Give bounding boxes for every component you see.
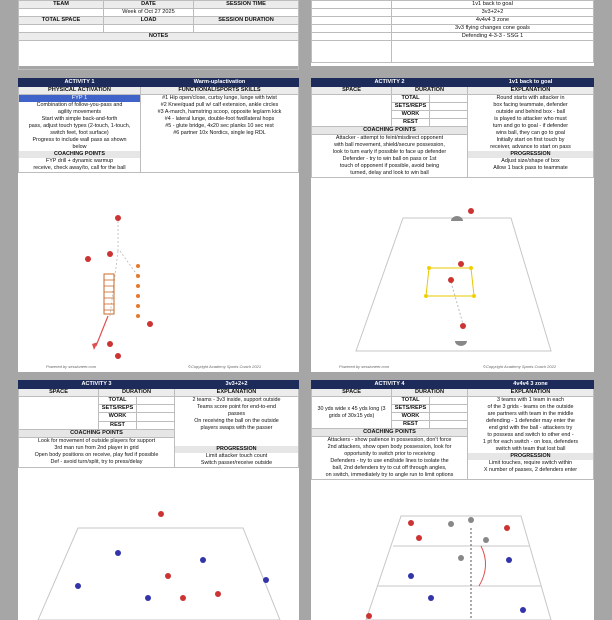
player-icons — [85, 215, 153, 359]
physical-line: Start with simple back-and-forth — [41, 116, 118, 122]
progression-line: Limit attacker touch count — [205, 453, 268, 459]
work-label: WORK — [392, 111, 430, 119]
progression-header: PROGRESSION — [468, 151, 593, 158]
team-header: TEAM — [19, 1, 104, 9]
skill-line: #3 A-march, hamstring scoop, opposite leg/arm kick — [157, 109, 282, 115]
load-value[interactable] — [104, 25, 194, 33]
total-label: TOTAL — [99, 397, 137, 405]
coaching-line: 2nd attackers, show open body possession, look for — [327, 444, 452, 450]
session-info-panel — [18, 0, 299, 66]
explanation-line: defending - 1 defender may enter the — [486, 418, 575, 424]
coaching-line: receive, check away/to, call for the ball — [33, 165, 126, 171]
activity-3-name: 3v3+2+2 — [175, 381, 299, 389]
space-line: 30 yds wide x 45 yds long (3 — [317, 405, 386, 412]
load-header: LOAD — [104, 17, 194, 25]
date-value[interactable]: Week of Oct 27 2025 — [104, 9, 194, 17]
activity-1-panel — [18, 78, 299, 372]
progression-line: Limit touches, require switch within — [488, 460, 573, 466]
progression-line: Adjust size/shape of box — [501, 158, 560, 164]
explanation-line: to possess and switch to other end - — [487, 432, 574, 438]
rest-label: REST — [392, 119, 430, 127]
activity-1-diagram — [18, 196, 299, 372]
session-activities-list — [311, 0, 594, 66]
activity-1-name: Warm-up/activation — [141, 79, 299, 87]
explanation-line: turn and go to goal - if defender — [492, 123, 569, 129]
functional-skills-header: FUNCTIONAL/SPORTS SKILLS — [141, 87, 299, 95]
work-label: WORK — [99, 413, 137, 421]
space-header: SPACE — [312, 87, 392, 95]
explanation-line: are partners with team in the middle — [487, 411, 574, 417]
rest-value[interactable] — [430, 119, 468, 127]
coaching-line: ball, 2nd defenders try to cut off through angles, — [332, 465, 447, 471]
copyright-credit: ©Copyright Academy Sports Coach 2022 — [483, 364, 557, 369]
space-header: SPACE — [312, 389, 392, 397]
progression-line: Switch passer/receive outside — [200, 460, 273, 466]
powered-by-credit: Powered by sessioneer.com — [46, 364, 97, 369]
explanation-line: On receiving the ball on the outside — [194, 418, 279, 424]
duration-header: DURATION — [392, 87, 468, 95]
powered-by-credit: Powered by sessioneer.com — [339, 364, 390, 369]
skill-line: #1 Hip open/close, curtsy lunge, lunge with twist — [162, 95, 277, 101]
explanation-header: EXPLANATION — [468, 87, 594, 95]
coaching-points-header: COACHING POINTS — [19, 429, 175, 437]
activity-list-item: 1v1 back to goal — [392, 1, 594, 9]
sets-reps-value[interactable] — [430, 405, 468, 413]
skill-line: #5 - glute bridge, 4x20 sec planks 10 sec rest — [165, 123, 274, 129]
sets-reps-label: SETS/REPS — [392, 405, 430, 413]
total-value[interactable] — [137, 397, 175, 405]
copyright-credit: ©Copyright Academy Sports Coach 2021 — [188, 364, 262, 369]
explanation-line: passes — [227, 411, 246, 417]
activity-list-item: Defending 4-3-3 - SSG 1 — [392, 33, 594, 41]
session-duration-value[interactable] — [194, 25, 299, 33]
activity-3-title: ACTIVITY 3 — [19, 381, 175, 389]
explanation-line: 1 pt for each switch - on loss, defenders — [482, 439, 579, 445]
progression-header: PROGRESSION — [175, 446, 298, 453]
duration-header: DURATION — [99, 389, 175, 397]
rest-label: REST — [99, 421, 137, 429]
physical-activation-header: PHYSICAL ACTIVATION — [19, 87, 141, 95]
activity-1-title: ACTIVITY 1 — [19, 79, 141, 87]
sets-reps-label: SETS/REPS — [99, 405, 137, 413]
rest-value[interactable] — [137, 421, 175, 429]
explanation-line: switch with team that lost ball — [495, 446, 566, 452]
coaching-points-header: COACHING POINTS — [312, 127, 468, 135]
coaching-line: Defender - try to win ball on pass or 1st — [342, 156, 437, 162]
coaching-line: Attacker - attempt to feint/misdirect opponent — [335, 135, 444, 141]
total-space-value[interactable] — [19, 25, 104, 33]
team-value[interactable] — [19, 9, 104, 17]
total-space-header: TOTAL SPACE — [19, 17, 104, 25]
duration-header: DURATION — [392, 389, 468, 397]
coaching-line: with ball movement, shield/secure possession, — [334, 142, 445, 148]
coaching-line: Def - avoid turn/split, try to press/delay — [50, 459, 143, 466]
skill-line: #2 Knee/quad pull w/ calf extension, ankle circles — [160, 102, 279, 108]
physical-line: pass, adjust touch types (2-touch, 1-touch, — [28, 123, 131, 129]
space-value[interactable] — [19, 397, 99, 430]
coaching-line: look to turn early if possible to face up defender — [332, 149, 447, 155]
work-value[interactable] — [137, 413, 175, 421]
coaching-line: on switch, immediately try to angle run to limit options — [325, 472, 454, 478]
explanation-header: EXPLANATION — [175, 389, 299, 397]
activity-3-panel — [18, 380, 299, 620]
activity-3-diagram — [18, 498, 299, 620]
total-value[interactable] — [430, 95, 468, 103]
explanation-line: Round starts with attacker in — [496, 95, 565, 101]
explanation-line: is played to attacker who must — [494, 116, 567, 122]
player-icons — [75, 511, 269, 601]
coaching-line: Defenders - try to use end/side lines to isolate the — [330, 458, 449, 464]
skill-line: #4 - lateral lunge, double-foot fwd/lateral hops — [164, 116, 275, 122]
explanation-line: 2 teams - 3v3 inside, support outside — [192, 397, 281, 403]
physical-line: below — [72, 144, 87, 150]
activity-list-item: 3v3+2+2 — [392, 9, 594, 17]
space-header: SPACE — [19, 389, 99, 397]
explanation-line: of the 3 grids - teams on the outside — [487, 404, 574, 410]
player-icons — [366, 517, 526, 619]
coaching-line: Attackers - show patience in possession, don't force — [327, 437, 452, 443]
explanation-line: wins ball, they can go to goal — [495, 130, 566, 136]
coaching-line: turned, delay and look to win ball — [350, 170, 429, 176]
activity-list-item: 4v4v4 3 zone — [392, 17, 594, 25]
explanation-line: end grid with the ball - attackers try — [488, 425, 573, 431]
goal-icon — [451, 216, 463, 221]
goal-icon — [455, 341, 467, 346]
sets-reps-label: SETS/REPS — [392, 103, 430, 111]
activity-4-diagram — [311, 498, 594, 620]
activity-2-title: ACTIVITY 2 — [312, 79, 468, 87]
explanation-line: Initially start on first touch by — [496, 137, 565, 143]
activity-2-panel — [311, 78, 594, 372]
physical-line: switch feet, foot surface) — [50, 130, 109, 136]
total-label: TOTAL — [392, 397, 430, 405]
physical-line: Progress to include wall pass as shown — [32, 137, 127, 143]
progression-header: PROGRESSION — [468, 453, 593, 460]
skill-line: #6 partner 10x Nordics, single leg RDL — [173, 130, 266, 136]
rest-value[interactable] — [430, 421, 468, 429]
coaching-line: Open body positions on receive, play fwd if possible — [34, 452, 159, 459]
space-value[interactable] — [312, 95, 392, 127]
ladder-icon — [104, 274, 114, 314]
work-value[interactable] — [430, 413, 468, 421]
explanation-line: outside and behind box - ball — [496, 109, 565, 115]
explanation-line: box facing teammate, defender — [493, 102, 568, 108]
fyp-selector[interactable]: FYP 1 — [19, 95, 140, 102]
explanation-line: 3 teams with 1 team in each — [496, 397, 565, 403]
coaching-line: FYP drill + dynamic warmup — [45, 158, 114, 164]
explanation-line: Teams score point for end-to-end — [196, 404, 277, 410]
physical-line: Combination of follow-you-pass and — [36, 102, 123, 108]
activity-4-name: 4v4v4 3 zone — [468, 381, 594, 389]
activity-2-name: 1v1 back to goal — [468, 79, 594, 87]
date-header: DATE — [104, 1, 194, 9]
coaching-line: touch of opponent if possible, avoid being — [339, 163, 440, 169]
activity-4-title: ACTIVITY 4 — [312, 381, 468, 389]
notes-field[interactable] — [19, 41, 299, 70]
total-value[interactable] — [430, 397, 468, 405]
coaching-points-header: COACHING POINTS — [312, 429, 468, 437]
space-line: grids of 30x15 yds) — [328, 412, 375, 419]
explanation-line: players swaps with the passer — [200, 425, 273, 431]
progression-line: X number of passes, 2 defenders enter — [483, 467, 578, 473]
coaching-line: opportunity to switch prior to receiving — [344, 451, 435, 457]
space-value[interactable] — [312, 397, 392, 429]
session-time-header: SESSION TIME — [194, 1, 299, 9]
rest-label: REST — [392, 421, 430, 429]
total-label: TOTAL — [392, 95, 430, 103]
cone-markers — [136, 264, 140, 318]
explanation-header: EXPLANATION — [468, 389, 594, 397]
notes-header: NOTES — [19, 33, 299, 41]
work-label: WORK — [392, 413, 430, 421]
sets-reps-value[interactable] — [430, 103, 468, 111]
activity-list-item: 3v3 flying changes cone goals — [392, 25, 594, 33]
explanation-line: receiver, advance to start on pass — [490, 144, 571, 150]
coaching-line: 3rd man run from 2nd player in grid — [54, 445, 139, 452]
coaching-points-header: COACHING POINTS — [19, 151, 140, 158]
physical-line: agility movements — [57, 109, 102, 115]
work-value[interactable] — [430, 111, 468, 119]
session-time-value[interactable] — [194, 9, 299, 17]
coaching-line: Look for movement of outside players for support — [37, 438, 156, 445]
sets-reps-value[interactable] — [137, 405, 175, 413]
session-duration-header: SESSION DURATION — [194, 17, 299, 25]
activity-4-panel — [311, 380, 594, 620]
activity-2-diagram — [311, 196, 594, 372]
progression-line: Allow 1 back pass to teammate — [493, 165, 568, 171]
